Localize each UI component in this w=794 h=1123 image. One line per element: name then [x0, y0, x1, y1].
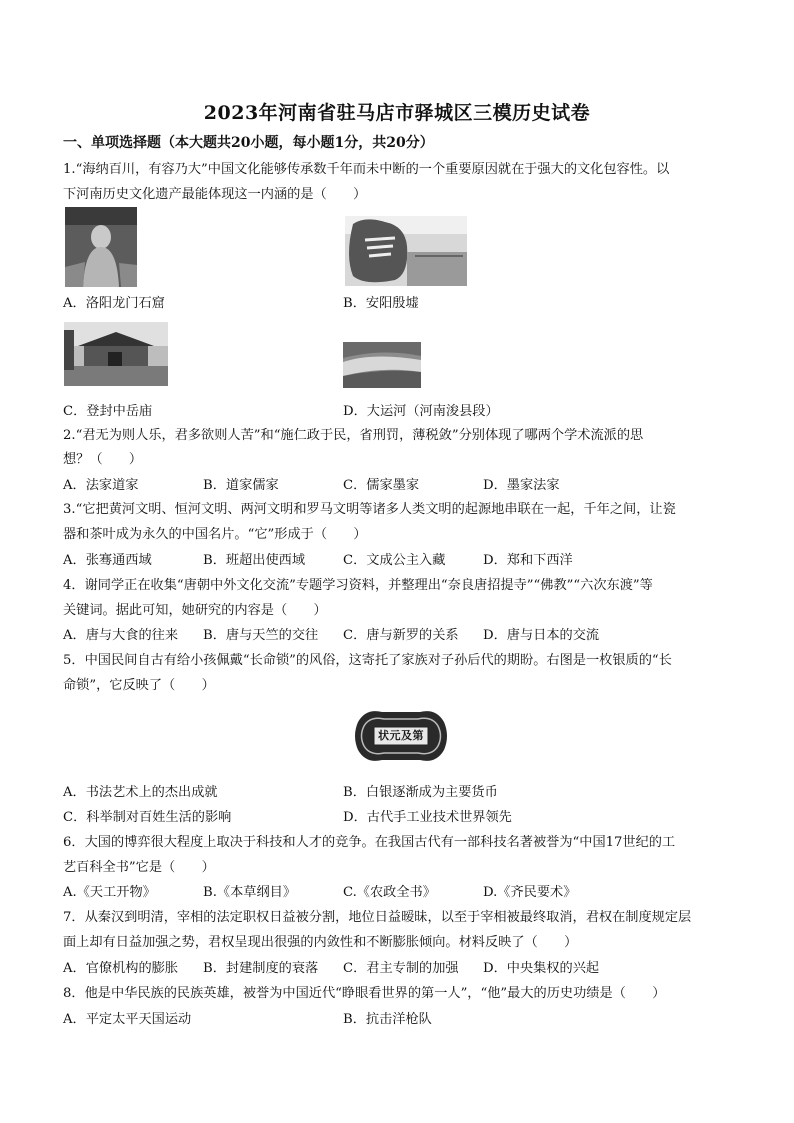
q7-stem-line2: 面上却有日益加强之势，君权呈现出很强的内敛性和不断膨胀倾向。材料反映了（ ） — [63, 935, 578, 950]
q4-option-b: B．唐与天竺的交往 — [203, 628, 319, 643]
q4-option-d: D．唐与日本的交流 — [483, 628, 600, 643]
lock-inscription: 状元及第 — [378, 729, 424, 742]
q2-option-b: B．道家儒家 — [203, 478, 279, 493]
q6-option-b: B.《本草纲目》 — [203, 885, 297, 900]
q1-stem-line1: 1.“海纳百川，有容乃大”中国文化能够传承数千年而未中断的一个重要原因就在于强大的文化包容性。以 — [63, 162, 670, 177]
q5-option-b: B．白银逐渐成为主要货币 — [343, 785, 498, 800]
q5-option-a: A．书法艺术上的杰出成就 — [63, 785, 218, 800]
q4-stem-line1: 4．谢同学正在收集“唐朝中外文化交流”专题学习资料，并整理出“奈良唐招提寺”“佛教”“六次东渡”等 — [63, 578, 653, 593]
q5-stem-line1: 5．中国民间自古有给小孩佩戴“长命锁”的风俗，这寄托了家族对子孙后代的期盼。右图是一枚银质的“长 — [63, 653, 672, 668]
q7-option-a: A．官僚机构的膨胀 — [63, 961, 179, 976]
page-title: 2023年河南省驻马店市驿城区三模历史试卷 — [203, 102, 591, 124]
longmen-grottoes-photo — [65, 207, 137, 287]
q4-option-c: C．唐与新罗的关系 — [343, 628, 459, 643]
q3-option-d: D．郑和下西洋 — [483, 553, 573, 568]
q3-stem-line2: 器和茶叶成为永久的中国名片。“它”形成于（ ） — [63, 527, 367, 542]
q7-option-b: B．封建制度的衰落 — [203, 961, 319, 976]
q6-option-c: C.《农政全书》 — [343, 885, 436, 900]
q3-stem-line1: 3.“它把黄河文明、恒河文明、两河文明和罗马文明等诸多人类文明的起源地串联在一起，千年之间，让瓷 — [63, 502, 676, 517]
q6-stem-line2: 艺百科全书”它是（ ） — [63, 860, 215, 875]
q6-option-a: A.《天工开物》 — [63, 885, 156, 900]
q1-option-b: B．安阳殷墟 — [343, 296, 419, 311]
q5-option-c: C．科举制对百姓生活的影响 — [63, 810, 232, 825]
q8-option-a: A．平定太平天国运动 — [63, 1012, 192, 1027]
q3-option-a: A．张骞通西域 — [63, 553, 152, 568]
q7-option-d: D．中央集权的兴起 — [483, 961, 600, 976]
q1-option-a: A．洛阳龙门石窟 — [63, 296, 165, 311]
q2-option-d: D．墨家法家 — [483, 478, 560, 493]
q5-stem-line2: 命锁”，它反映了（ ） — [63, 678, 215, 693]
q6-stem-line1: 6．大国的博弈很大程度上取决于科技和人才的竞争。在我国古代有一部科技名著被誉为“中国17世纪的工 — [63, 835, 676, 850]
zhongyue-temple-photo — [64, 322, 168, 386]
q2-stem-line1: 2.“君无为则人乐，君多欲则人苦”和“施仁政于民，省刑罚，薄税敛”分别体现了哪两个学术流派的思 — [63, 428, 644, 443]
q1-option-c: C．登封中岳庙 — [63, 404, 153, 419]
q2-option-a: A．法家道家 — [63, 478, 139, 493]
q4-option-a: A．唐与大食的往来 — [63, 628, 179, 643]
grand-canal-photo — [343, 342, 421, 388]
section-heading: 一、单项选择题（本大题共20小题，每小题1分，共20分） — [63, 135, 434, 151]
q8-option-b: B．抗击洋枪队 — [343, 1012, 432, 1027]
q7-stem-line1: 7．从秦汉到明清，宰相的法定职权日益被分割，地位日益暧昧，以至于宰相被最终取消，君权在制度规定层 — [63, 910, 692, 925]
q2-stem-line2: 想？（ ） — [63, 452, 143, 467]
q3-option-c: C．文成公主入藏 — [343, 553, 446, 568]
q2-option-c: C．儒家墨家 — [343, 478, 420, 493]
longevity-lock-image — [352, 702, 450, 770]
q6-option-d: D.《齐民要术》 — [483, 885, 577, 900]
yinxu-stone-photo — [345, 216, 467, 286]
q1-option-d: D．大运河（河南浚县段） — [343, 404, 499, 419]
q1-stem-line2: 下河南历史文化遗产最能体现这一内涵的是（ ） — [63, 187, 367, 202]
q5-option-d: D．古代手工业技术世界领先 — [343, 810, 512, 825]
q3-option-b: B．班超出使西域 — [203, 553, 306, 568]
q8-stem-line1: 8．他是中华民族的民族英雄，被誉为中国近代“睁眼看世界的第一人”，“他”最大的历史功绩是（ ） — [63, 986, 666, 1001]
q7-option-c: C．君主专制的加强 — [343, 961, 459, 976]
q4-stem-line2: 关键词。据此可知，她研究的内容是（ ） — [63, 603, 327, 618]
